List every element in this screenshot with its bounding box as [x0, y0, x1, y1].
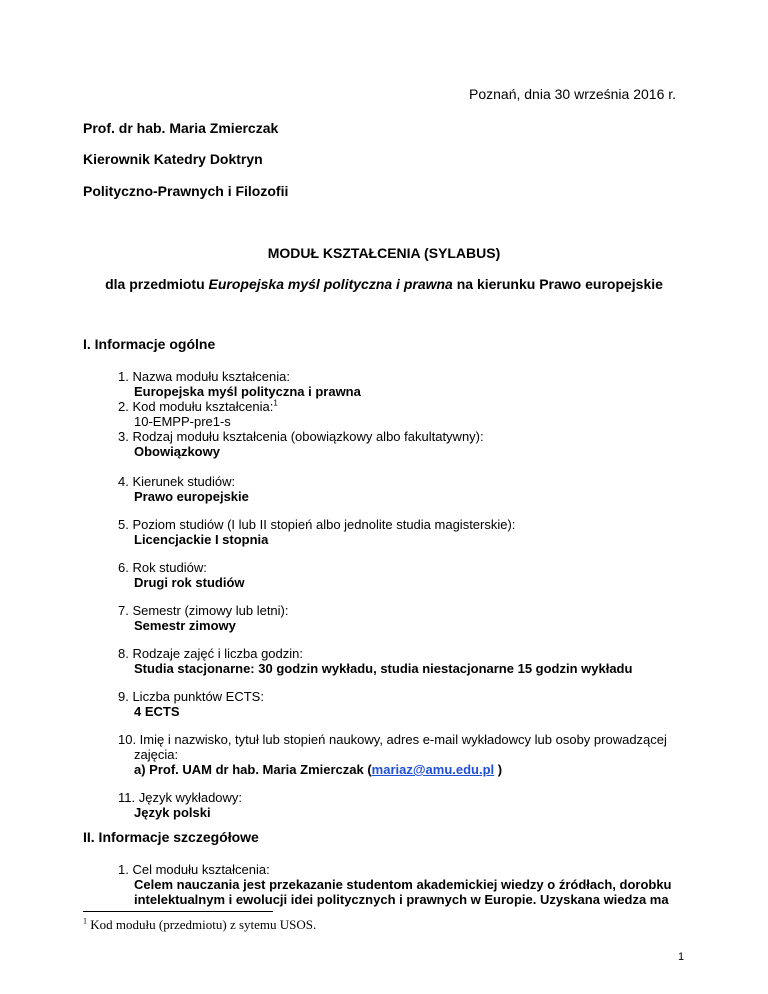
- item-11-label: 11. Język wykładowy:: [118, 790, 243, 805]
- footnote: [83, 917, 316, 933]
- section-1-heading: I. Informacje ogólne: [83, 336, 216, 352]
- lecturer-suffix: ): [494, 762, 503, 777]
- lecturer-email-link[interactable]: mariaz@amu.edu.pl: [371, 762, 495, 777]
- author-position-2: Polityczno-Prawnych i Filozofii: [83, 183, 289, 199]
- item-1-label: 1. Nazwa modułu kształcenia:: [118, 369, 290, 384]
- item-8-label: 8. Rodzaje zajęć i liczba godzin:: [118, 646, 303, 661]
- item-9-label: 9. Liczba punktów ECTS:: [118, 689, 264, 704]
- item-9-value: 4 ECTS: [134, 704, 180, 719]
- footnote-ref: 1: [273, 398, 278, 408]
- item-6-value: Drugi rok studiów: [134, 575, 245, 590]
- footnote-mark: 1: [83, 916, 87, 926]
- author-position-1: Kierownik Katedry Doktryn: [83, 151, 263, 167]
- place-date: Poznań, dnia 30 września 2016 r.: [469, 86, 677, 102]
- item-3-label: 3. Rodzaj modułu kształcenia (obowiązkowy albo fakultatywny):: [118, 429, 484, 444]
- item-10-value: [134, 762, 502, 777]
- section-2-item-1-line-1: Celem nauczania jest przekazanie studentom akademickiej wiedzy o źródłach, dorobku: [134, 877, 672, 892]
- item-8-value: Studia stacjonarne: 30 godzin wykładu, studia niestacjonarne 15 godzin wykładu: [134, 661, 633, 676]
- section-2-item-1-line-2: intelektualnym i ewolucji idei politycznych i prawnych w Europie. Uzyskana wiedza ma: [134, 892, 669, 907]
- item-7-label: 7. Semestr (zimowy lub letni):: [118, 603, 289, 618]
- item-1-value: Europejska myśl polityczna i prawna: [134, 384, 361, 399]
- footnote-separator: [83, 911, 273, 912]
- item-6-label: 6. Rok studiów:: [118, 560, 207, 575]
- subject-name: Europejska myśl polityczna i prawna: [208, 276, 453, 292]
- item-4-label: 4. Kierunek studiów:: [118, 474, 236, 489]
- item-4-value: Prawo europejskie: [134, 489, 249, 504]
- item-2-label: [118, 399, 278, 414]
- document-title: MODUŁ KSZTAŁCENIA (SYLABUS): [267, 245, 501, 261]
- item-7-value: Semestr zimowy: [134, 618, 236, 633]
- page-number: 1: [678, 951, 685, 963]
- item-10-label-cont: zajęcia:: [134, 747, 179, 762]
- subtitle-prefix: dla przedmiotu: [105, 276, 209, 292]
- item-2-value: 10-EMPP-pre1-s: [134, 414, 231, 429]
- subtitle-suffix: na kierunku Prawo europejskie: [452, 276, 663, 292]
- document-subtitle: [0, 276, 768, 292]
- footnote-text: Kod modułu (przedmiotu) z sytemu USOS.: [87, 917, 317, 932]
- item-11-value: Język polski: [134, 805, 211, 820]
- item-5-value: Licencjackie I stopnia: [134, 532, 269, 547]
- item-10-label: 10. Imię i nazwisko, tytuł lub stopień naukowy, adres e-mail wykładowcy lub osoby prowadzącej: [118, 732, 667, 747]
- item-5-label: 5. Poziom studiów (I lub II stopień albo jednolite studia magisterskie):: [118, 517, 516, 532]
- section-2-heading: II. Informacje szczegółowe: [83, 829, 259, 845]
- author-name: Prof. dr hab. Maria Zmierczak: [83, 120, 279, 136]
- item-2-label-text: 2. Kod modułu kształcenia:: [118, 399, 274, 414]
- lecturer-name: a) Prof. UAM dr hab. Maria Zmierczak (: [134, 762, 372, 777]
- section-2-item-1-label: 1. Cel modułu kształcenia:: [118, 862, 270, 877]
- item-3-value: Obowiązkowy: [134, 444, 220, 459]
